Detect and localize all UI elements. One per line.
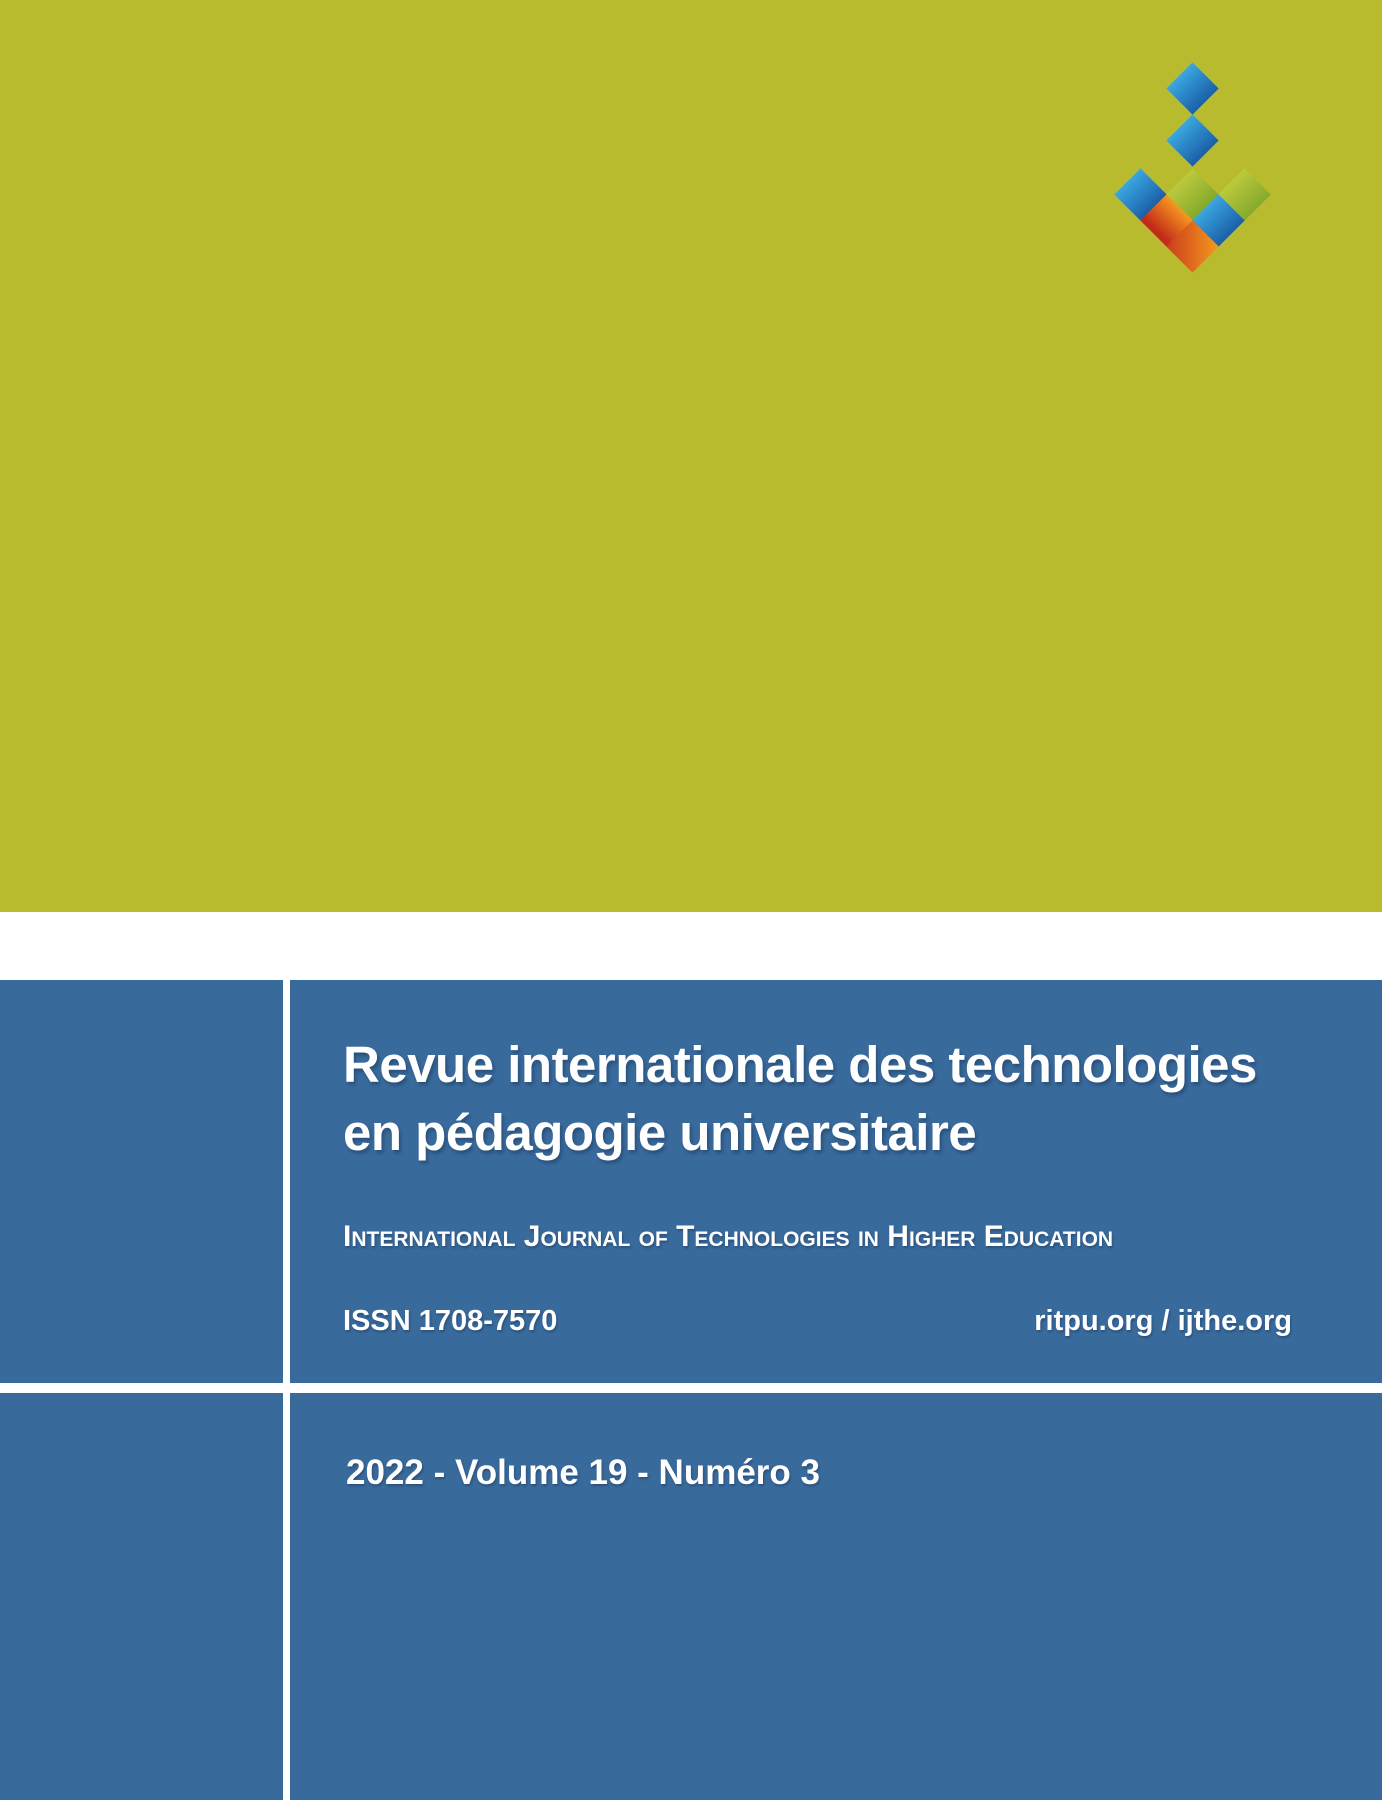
left-sidebar-panel-bottom [0,1393,283,1800]
issn-number: ISSN 1708-7570 [343,1305,558,1337]
issue-panel [290,1393,1382,1800]
issn-row [343,1303,1292,1339]
ritpu-logo-icon [1100,50,1320,280]
journal-title-french [343,1031,1257,1167]
logo-diamond-blue-top-icon [1166,62,1218,114]
logo-diamond-blue-second-icon [1166,114,1218,166]
title-panel [290,980,1382,1383]
journal-title-fr-line2: en pédagogie universitaire [343,1104,977,1161]
issue-volume-number: 2022 - Volume 19 - Numéro 3 [346,1453,820,1492]
journal-websites: ritpu.org / ijthe.org [1034,1305,1292,1337]
left-sidebar-panel-top [0,980,283,1383]
journal-title-fr-line1: Revue internationale des technologies [343,1036,1257,1093]
journal-title-english: International Journal of Technologies in Higher Education [343,1220,1114,1253]
